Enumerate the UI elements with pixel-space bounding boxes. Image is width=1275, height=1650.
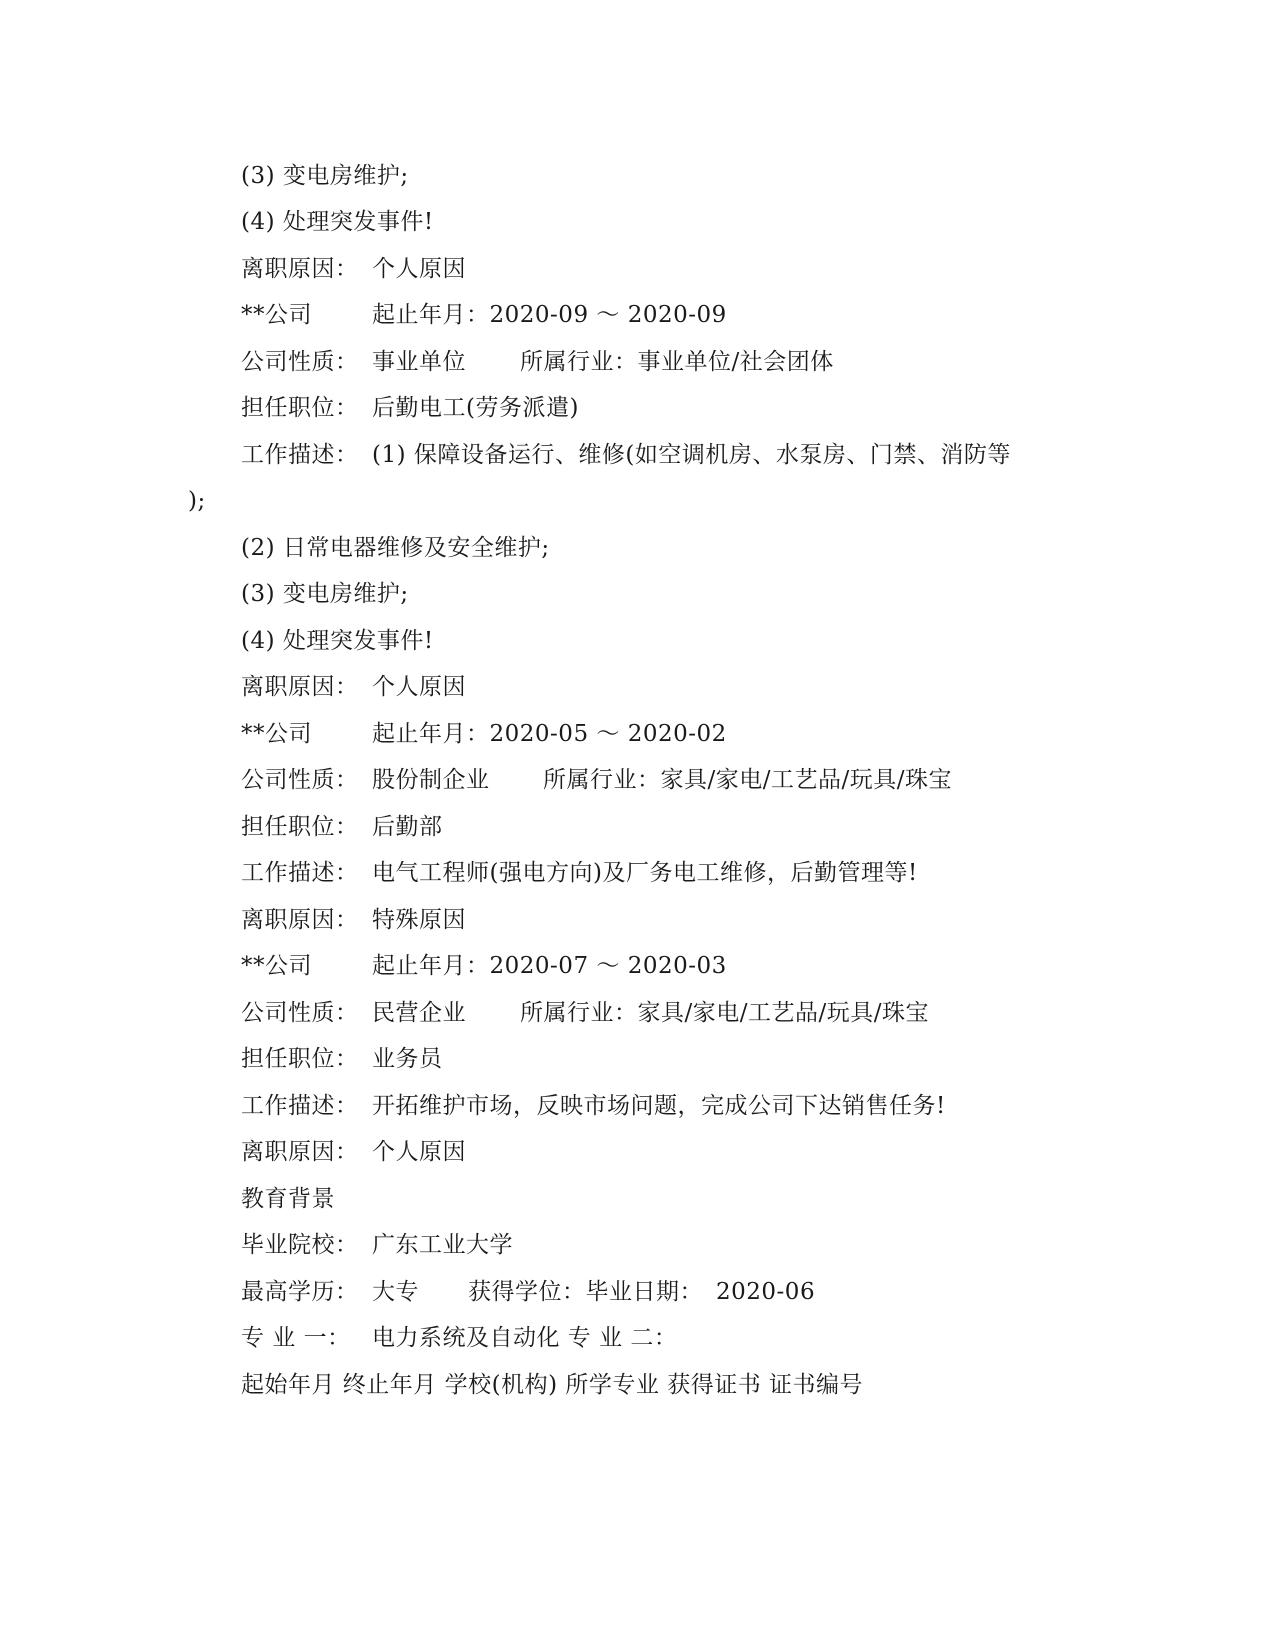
company-type-value: 民营企业 [372,1000,466,1026]
job-description-value: 电气工程师(强电方向)及厂务电工维修，后勤管理等! [372,860,918,886]
job-description-label: 工作描述： [241,1093,359,1119]
job-description-label: 工作描述： [241,860,359,886]
school-label: 毕业院校： [241,1232,359,1258]
position-label: 担任职位： [241,814,359,840]
job-description-label: 工作描述： [241,442,359,468]
position-value: 业务员 [372,1046,443,1072]
position-label: 担任职位： [241,395,359,421]
company-type-label: 公司性质： [241,349,359,375]
company-type-label: 公司性质： [241,1000,359,1026]
position-value: 后勤电工(劳务派遣) [372,395,579,421]
major-one-value: 电力系统及自动化 专 业 二： [372,1325,678,1351]
job-description-continued: ); [188,488,206,514]
position-label: 担任职位： [241,1046,359,1072]
industry-text: 所属行业：家具/家电/工艺品/玩具/珠宝 [520,1000,929,1026]
industry-text: 所属行业：家具/家电/工艺品/玩具/珠宝 [543,767,952,793]
employment-period: 起止年月：2020-07 ～ 2020-03 [372,953,727,979]
education-level-label: 最高学历： [241,1279,359,1305]
major-one-label: 专 业 一： [241,1325,351,1351]
company-type-value: 事业单位 [372,349,466,375]
industry-text: 所属行业：事业单位/社会团体 [520,349,834,375]
duty-item-4: (4) 处理突发事件! [241,209,434,235]
company-name: **公司 [241,953,312,979]
school-value: 广东工业大学 [372,1232,513,1258]
company-type-value: 股份制企业 [372,767,490,793]
leave-reason-label: 离职原因： [241,1139,359,1165]
employment-period: 起止年月：2020-09 ～ 2020-09 [372,302,727,328]
company-name: **公司 [241,302,312,328]
job-description-value: (1) 保障设备运行、维修(如空调机房、水泵房、门禁、消防等 [372,442,1011,468]
section-heading-education: 教育背景 [241,1186,335,1212]
company-type-label: 公司性质： [241,767,359,793]
leave-reason-value: 个人原因 [372,256,466,282]
position-value: 后勤部 [372,814,443,840]
duty-item-4: (4) 处理突发事件! [241,628,434,654]
leave-reason-label: 离职原因： [241,907,359,933]
job-description-value: 开拓维护市场，反映市场问题，完成公司下达销售任务! [372,1093,946,1119]
graduation-date: 2020-06 [716,1279,816,1305]
leave-reason-label: 离职原因： [241,674,359,700]
leave-reason-label: 离职原因： [241,256,359,282]
duty-item-3: (3) 变电房维护; [241,581,409,607]
leave-reason-value: 个人原因 [372,674,466,700]
company-name: **公司 [241,721,312,747]
degree-graduation-label: 获得学位：毕业日期： [468,1279,703,1305]
education-table-header: 起始年月 终止年月 学校(机构) 所学专业 获得证书 证书编号 [241,1372,864,1398]
employment-period: 起止年月：2020-05 ～ 2020-02 [372,721,727,747]
duty-item-2: (2) 日常电器维修及安全维护; [241,535,550,561]
education-level-value: 大专 [372,1279,419,1305]
leave-reason-value: 个人原因 [372,1139,466,1165]
leave-reason-value: 特殊原因 [372,907,466,933]
duty-item-3: (3) 变电房维护; [241,163,409,189]
